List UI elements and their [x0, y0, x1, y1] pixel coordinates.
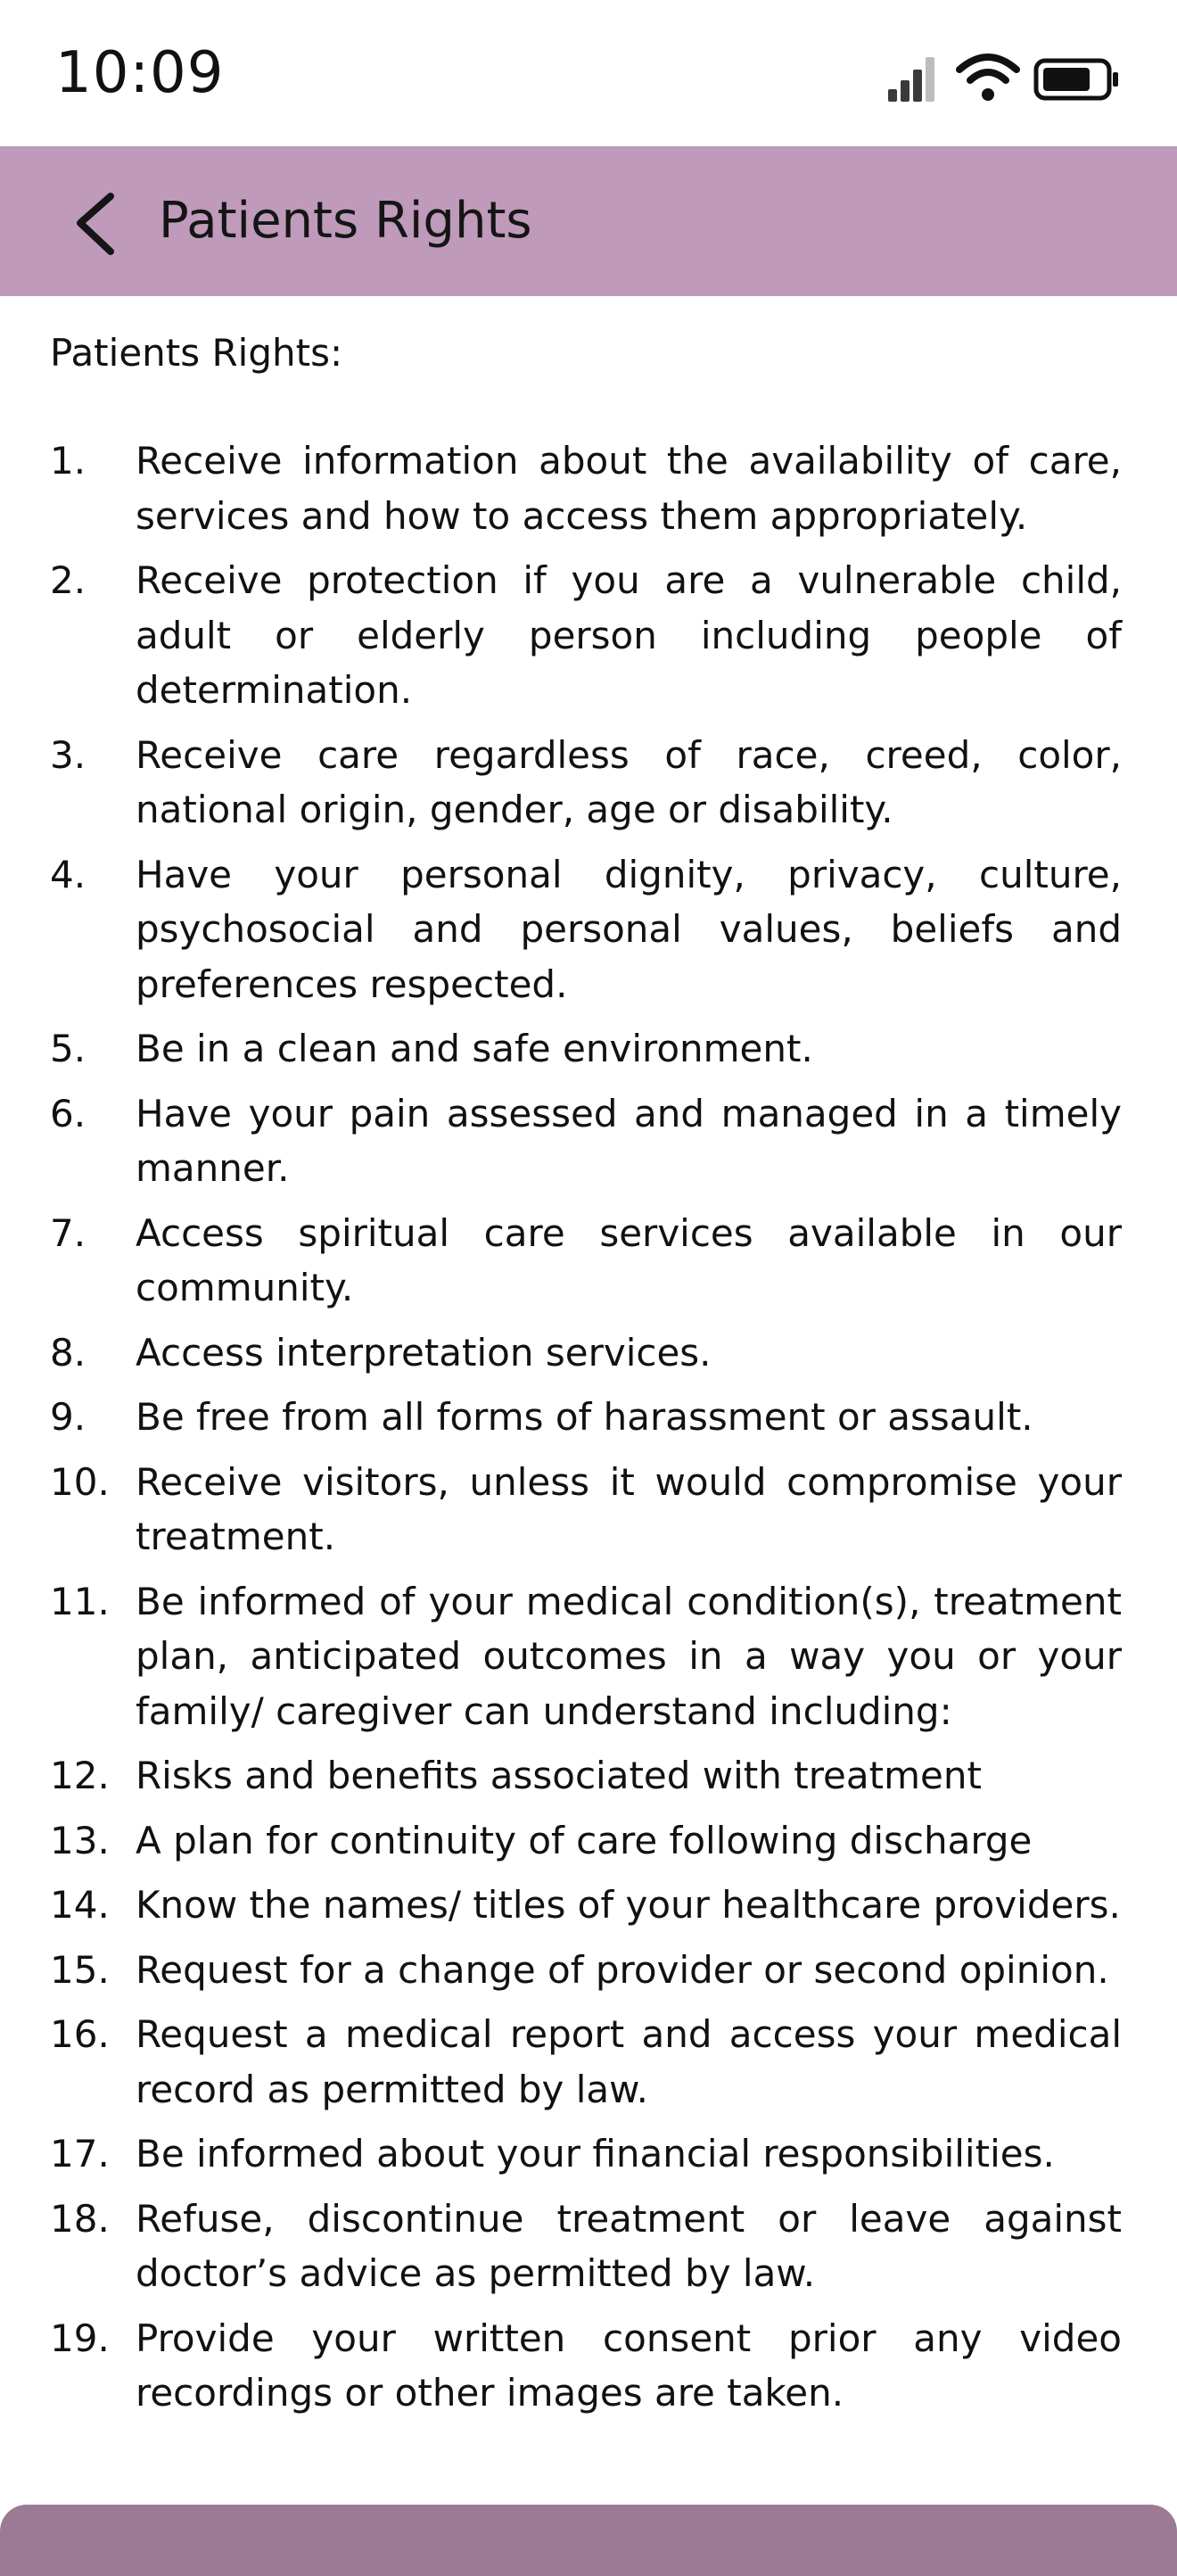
list-item	[50, 1878, 1122, 1933]
list-item-text: Request a medical report and access your medical record as permitted by law.	[136, 2012, 1122, 2111]
list-item	[50, 553, 1122, 718]
status-time: 10:09	[55, 40, 225, 106]
list-item-number: 18.	[50, 2196, 110, 2241]
list-item	[50, 433, 1122, 543]
list-item-text: Have your personal dignity, privacy, culture, psychosocial and personal values, beliefs and preferences respected.	[136, 852, 1122, 1006]
list-item-text: A plan for continuity of care following discharge	[136, 1818, 1033, 1862]
list-item	[50, 1325, 1122, 1381]
list-item	[50, 1206, 1122, 1316]
list-item	[50, 1813, 1122, 1869]
list-item-number: 1.	[50, 439, 86, 483]
status-icons	[888, 50, 1120, 107]
list-item-number: 10.	[50, 1459, 110, 1504]
list-item-number: 7.	[50, 1210, 86, 1255]
list-item	[50, 2192, 1122, 2301]
list-item	[50, 2311, 1122, 2421]
list-item-number: 11.	[50, 1579, 110, 1623]
list-item-number: 5.	[50, 1027, 86, 1070]
battery-icon	[1036, 61, 1118, 98]
rights-intro: Patients Rights:	[50, 331, 343, 375]
bottom-bar	[0, 2505, 1177, 2576]
chevron-left-icon	[55, 175, 144, 268]
list-item-text: Be in a clean and safe environment.	[136, 1027, 813, 1070]
list-item	[50, 1748, 1122, 1804]
list-item-number: 17.	[50, 2132, 110, 2176]
list-item-text: Be free from all forms of harassment or assault.	[136, 1395, 1033, 1439]
list-item	[50, 2126, 1122, 2182]
list-item-number: 16.	[50, 2012, 110, 2056]
list-item-number: 19.	[50, 2316, 110, 2360]
list-item-number: 14.	[50, 1883, 110, 1927]
list-item-text: Receive protection if you are a vulnerable child, adult or elderly person including people of determination.	[136, 558, 1122, 712]
list-item-text: Be informed about your financial responsibilities.	[136, 2132, 1055, 2176]
list-item-number: 12.	[50, 1754, 110, 1797]
list-item	[50, 728, 1122, 838]
list-item-number: 15.	[50, 1947, 110, 1992]
status-bar	[0, 0, 1177, 146]
list-item-number: 4.	[50, 852, 86, 896]
list-item-text: Provide your written consent prior any video recordings or other images are taken.	[136, 2316, 1122, 2415]
list-item-number: 8.	[50, 1330, 86, 1375]
back-button[interactable]	[55, 175, 144, 268]
wifi-icon	[959, 57, 1017, 101]
list-item	[50, 1943, 1122, 1998]
list-item-text: Have your pain assessed and managed in a timely manner.	[136, 1091, 1122, 1190]
list-item-text: Access interpretation services.	[136, 1330, 712, 1375]
list-item-text: Refuse, discontinue treatment or leave against doctor’s advice as permitted by law.	[136, 2196, 1122, 2295]
list-item	[50, 1574, 1122, 1739]
list-item-number: 3.	[50, 732, 86, 777]
list-item	[50, 1390, 1122, 1445]
list-item	[50, 847, 1122, 1012]
list-item-number: 6.	[50, 1091, 86, 1135]
list-item-text: Receive visitors, unless it would compromise your treatment.	[136, 1459, 1122, 1558]
list-item	[50, 1021, 1122, 1077]
list-item-text: Know the names/ titles of your healthcare providers.	[136, 1883, 1121, 1927]
rights-content	[50, 328, 1122, 2431]
list-item-text: Risks and benefits associated with treatment	[136, 1754, 982, 1797]
list-item	[50, 2007, 1122, 2117]
rights-list	[50, 433, 1122, 2421]
list-item-text: Be informed of your medical condition(s), treatment plan, anticipated outcomes in a way you or your family/ caregiver can understand including:	[136, 1579, 1122, 1733]
cellular-signal-icon	[888, 57, 934, 102]
list-item-text: Request for a change of provider or second opinion.	[136, 1947, 1109, 1992]
list-item-number: 2.	[50, 558, 86, 602]
list-item-number: 13.	[50, 1818, 110, 1862]
list-item	[50, 1455, 1122, 1565]
list-item-text: Receive information about the availability of care, services and how to access them appropriately.	[136, 439, 1122, 538]
list-item	[50, 1086, 1122, 1196]
list-item-text: Access spiritual care services available in our community.	[136, 1210, 1122, 1309]
list-item-text: Receive care regardless of race, creed, color, national origin, gender, age or disability.	[136, 732, 1122, 831]
list-item-number: 9.	[50, 1395, 86, 1439]
page-title: Patients Rights	[159, 192, 532, 250]
